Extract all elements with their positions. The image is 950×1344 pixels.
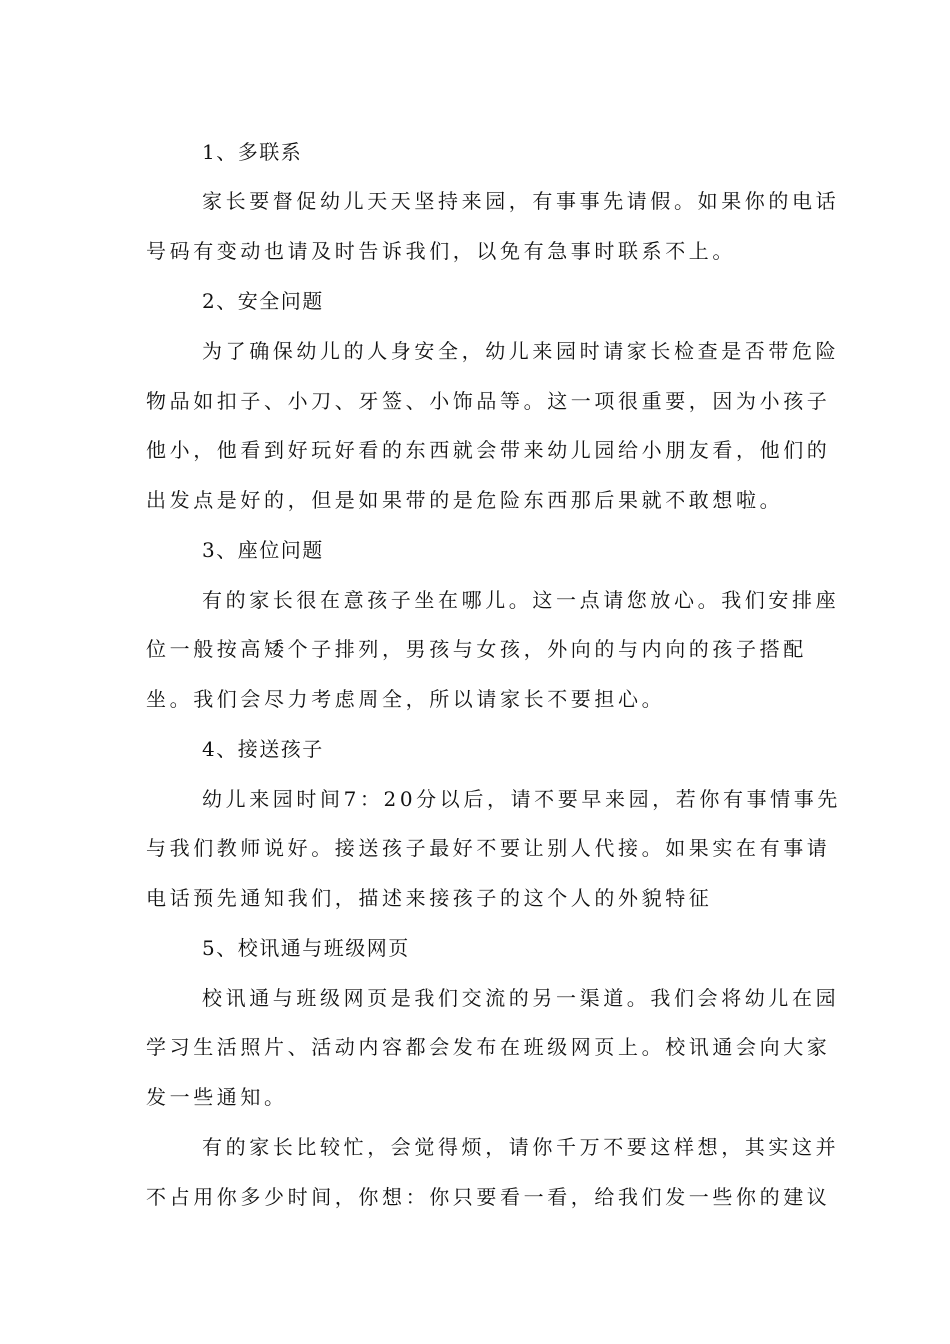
section-heading: 3、座位问题	[202, 538, 324, 562]
paragraph-line: 电话预先通知我们，描述来接孩子的这个人的外貌特征	[146, 886, 713, 910]
section-heading: 2、安全问题	[202, 289, 324, 313]
paragraph-line: 家长要督促幼儿天天坚持来园，有事事先请假。如果你的电话	[202, 189, 840, 213]
paragraph-line: 幼儿来园时间7：20分以后，请不要早来园，若你有事情事先	[202, 787, 841, 811]
paragraph-line: 有的家长很在意孩子坐在哪儿。这一点请您放心。我们安排座	[202, 588, 840, 612]
paragraph-line: 为了确保幼儿的人身安全，幼儿来园时请家长检查是否带危险	[202, 339, 840, 363]
paragraph-line: 有的家长比较忙，会觉得烦，请你千万不要这样想，其实这并	[202, 1135, 840, 1159]
paragraph-line: 位一般按高矮个子排列，男孩与女孩，外向的与内向的孩子搭配	[146, 637, 807, 661]
paragraph-line: 与我们教师说好。接送孩子最好不要让别人代接。如果实在有事请	[146, 836, 831, 860]
paragraph-line: 号码有变动也请及时告诉我们，以免有急事时联系不上。	[146, 239, 736, 263]
section-heading: 4、接送孩子	[202, 737, 324, 761]
section-heading: 5、校讯通与班级网页	[202, 936, 410, 960]
paragraph-line: 校讯通与班级网页是我们交流的另一渠道。我们会将幼儿在园	[202, 986, 840, 1010]
paragraph-line: 学习生活照片、活动内容都会发布在班级网页上。校讯通会向大家	[146, 1035, 831, 1059]
paragraph-line: 发一些通知。	[146, 1085, 288, 1109]
paragraph-line: 出发点是好的，但是如果带的是危险东西那后果就不敢想啦。	[146, 488, 784, 512]
paragraph-line: 物品如扣子、小刀、牙签、小饰品等。这一项很重要，因为小孩子	[146, 389, 831, 413]
section-heading: 1、多联系	[202, 140, 303, 164]
paragraph-line: 不占用你多少时间，你想：你只要看一看，给我们发一些你的建议	[146, 1185, 831, 1209]
paragraph-line: 他小，他看到好玩好看的东西就会带来幼儿园给小朋友看，他们的	[146, 438, 831, 462]
paragraph-line: 坐。我们会尽力考虑周全，所以请家长不要担心。	[146, 687, 666, 711]
